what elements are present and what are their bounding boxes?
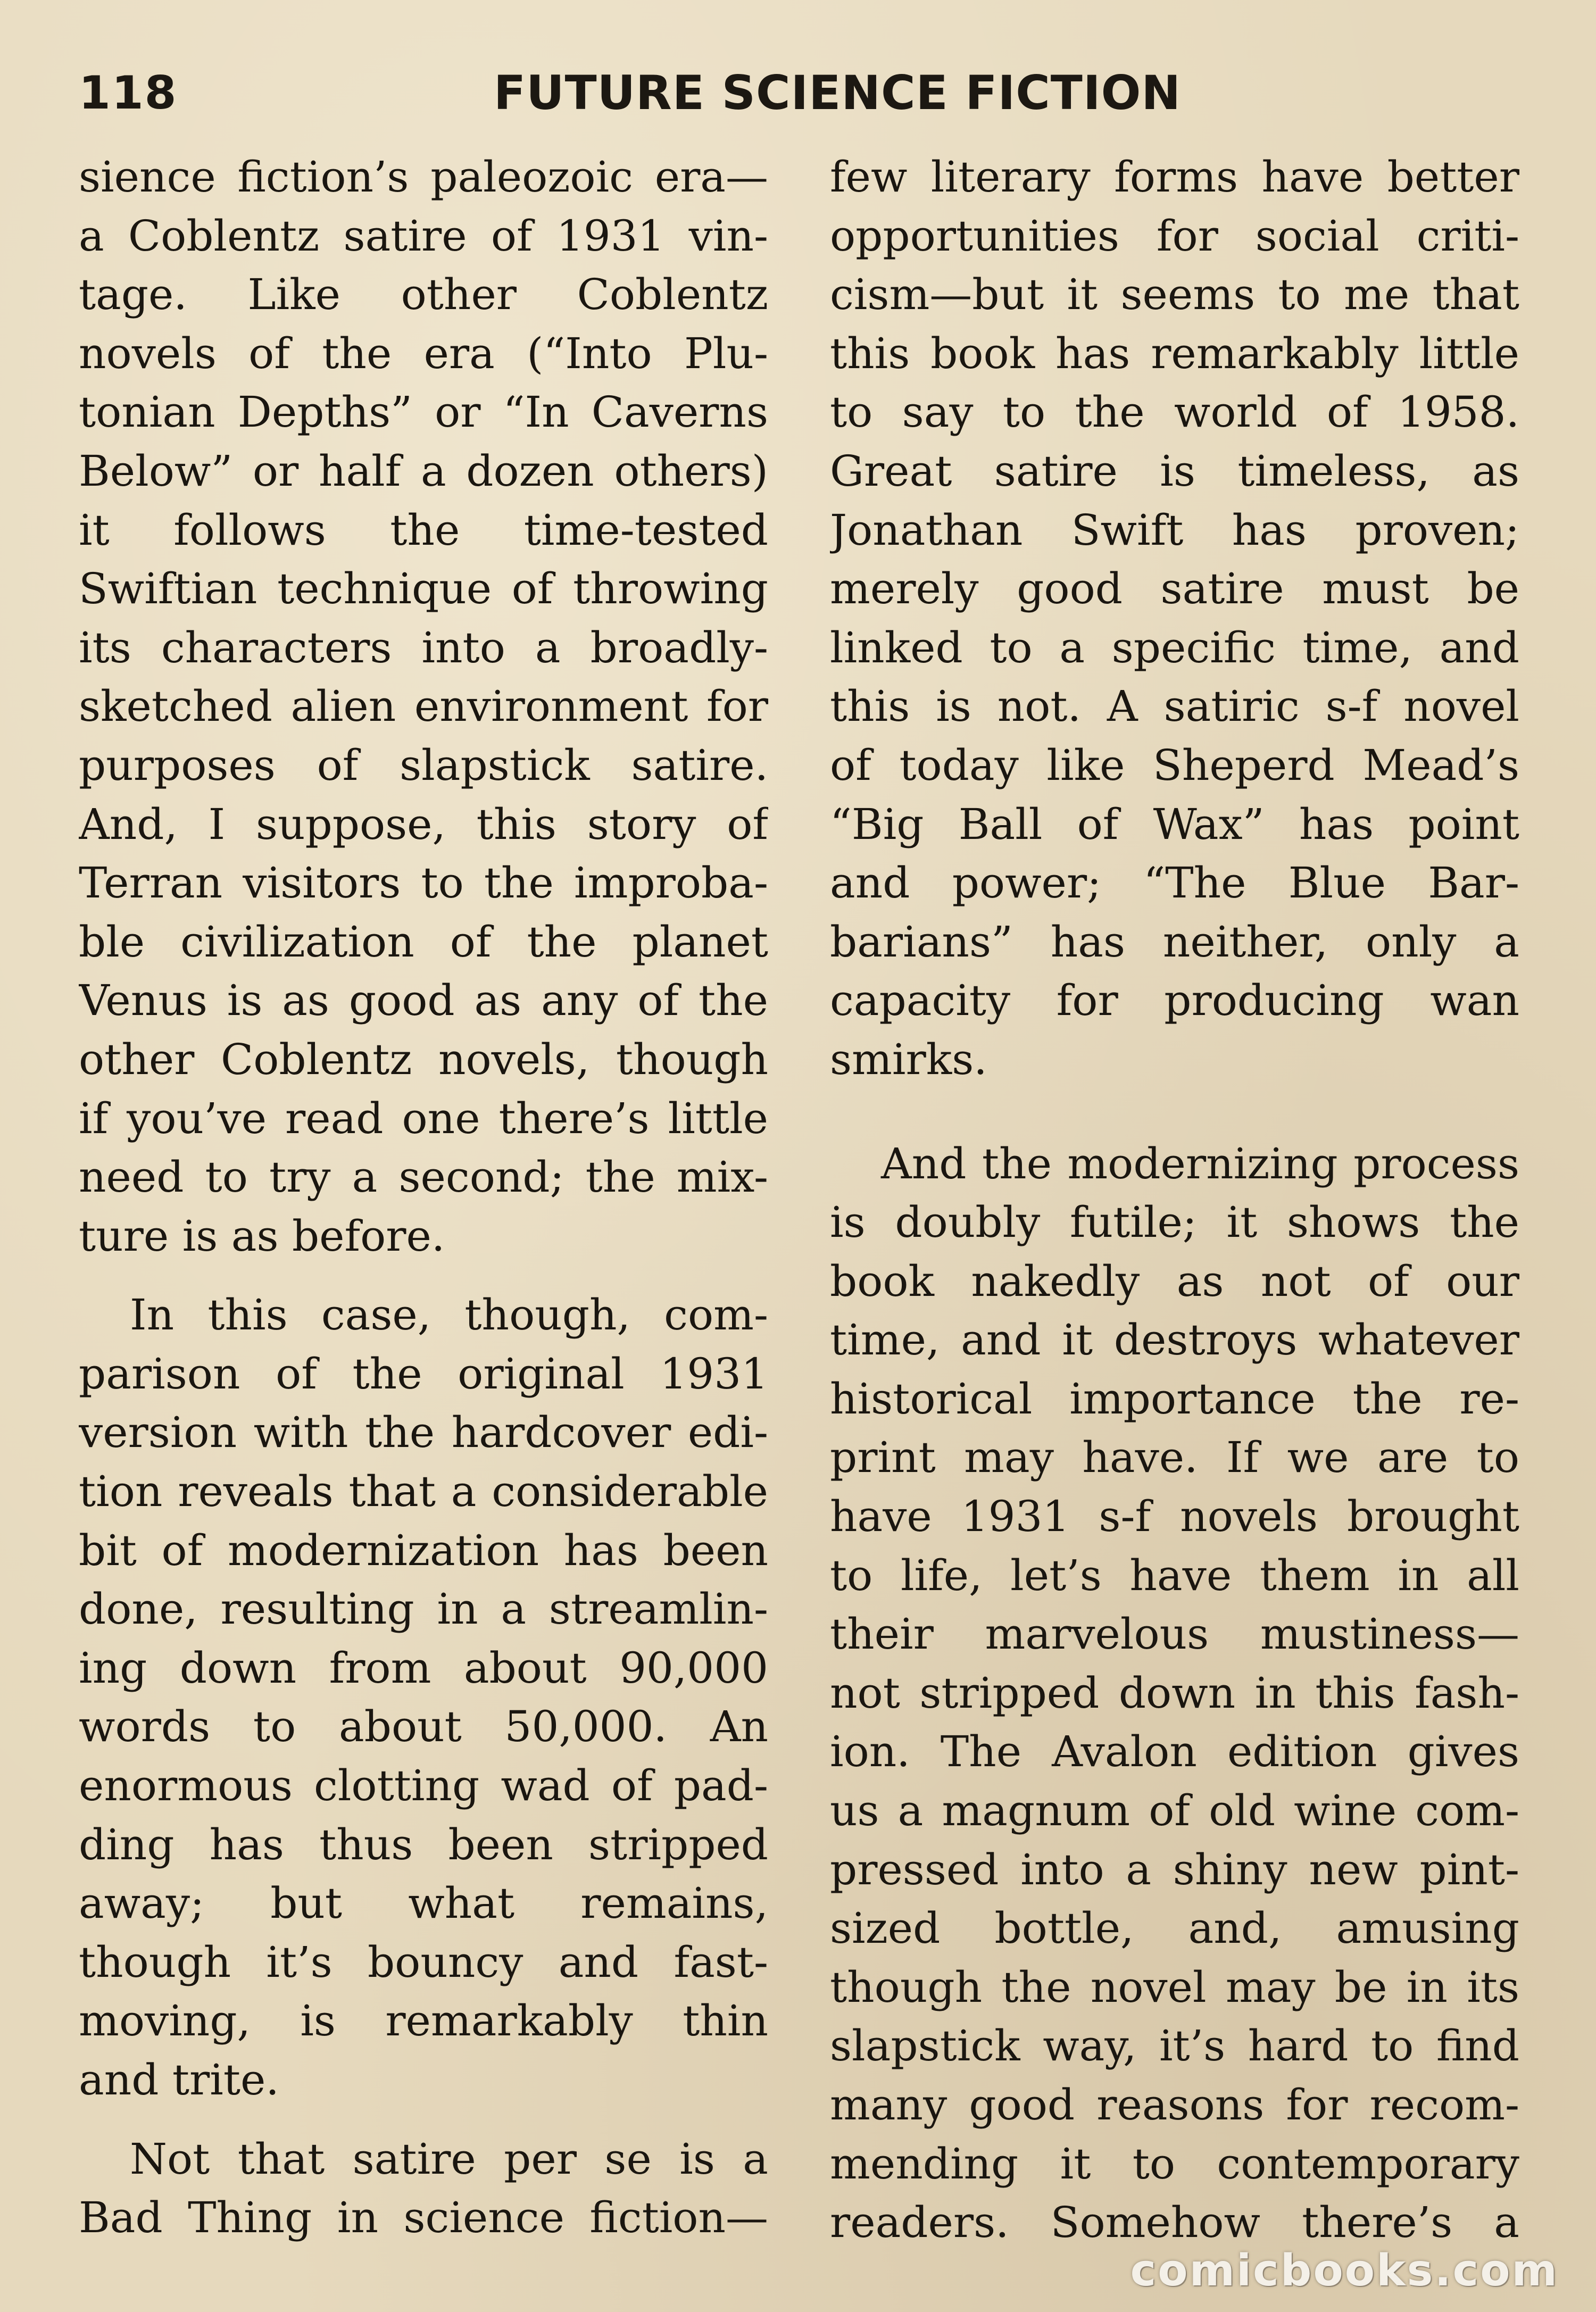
left-paragraph-1: [79, 148, 768, 1266]
text-line: away; but what remains,: [79, 1878, 768, 1928]
text-line: novels of the era (“Into Plu-: [79, 328, 768, 378]
right-paragraph-2: [830, 1135, 1519, 2252]
text-line: other Coblentz novels, though: [79, 1034, 768, 1084]
text-line: cism—but it seems to me that: [830, 270, 1519, 320]
text-line: book nakedly as not of our: [830, 1256, 1519, 1306]
text-line: sketched alien environment for: [79, 681, 768, 731]
text-line: historical importance the re-: [830, 1374, 1519, 1424]
text-line: “Big Ball of Wax” has point: [830, 799, 1519, 849]
left-paragraph-3: [79, 2130, 768, 2248]
text-line: And, I suppose, this story of: [79, 799, 768, 849]
text-line: Jonathan Swift has proven;: [830, 505, 1519, 555]
text-line: Great satire is timeless, as: [830, 446, 1519, 496]
text-line: print may have. If we are to: [830, 1433, 1519, 1483]
text-line: words to about 50,000. An: [79, 1702, 768, 1752]
text-line: sized bottle, and, amusing: [830, 1903, 1519, 1953]
text-line: and trite.: [79, 2055, 279, 2105]
text-line: need to try a second; the mix-: [79, 1152, 768, 1202]
text-line: though it’s bouncy and fast-: [79, 1937, 768, 1987]
text-line: of today like Sheperd Mead’s: [830, 740, 1519, 790]
text-line: ding has thus been stripped: [79, 1819, 768, 1869]
text-line: Swiftian technique of throwing: [79, 564, 768, 614]
text-line: linked to a specific time, and: [830, 622, 1519, 672]
text-line: Below” or half a dozen others): [79, 446, 768, 496]
text-line: tage. Like other Coblentz: [79, 270, 768, 320]
text-line: enormous clotting wad of pad-: [79, 1761, 768, 1811]
text-line: though the novel may be in its: [830, 1962, 1519, 2012]
text-line: and power; “The Blue Bar-: [830, 858, 1519, 908]
text-line: And the modernizing process: [881, 1138, 1519, 1188]
magazine-title: FUTURE SCIENCE FICTION: [494, 65, 1182, 120]
text-line: Not that satire per se is a: [130, 2134, 768, 2184]
text-line: In this case, though, com-: [130, 1290, 768, 1340]
text-line: us a magnum of old wine com-: [830, 1786, 1519, 1836]
text-line: its characters into a broadly-: [79, 622, 768, 672]
text-line: many good reasons for recom-: [830, 2080, 1519, 2130]
text-line: moving, is remarkably thin: [79, 1996, 768, 2046]
text-line: have 1931 s-f novels brought: [830, 1492, 1519, 1542]
text-line: purposes of slapstick satire.: [79, 740, 768, 790]
text-line: Bad Thing in science fiction—: [79, 2193, 768, 2243]
text-line: if you’ve read one there’s little: [79, 1093, 768, 1143]
running-head: [79, 64, 1515, 122]
text-line: ble civilization of the planet: [79, 917, 768, 967]
text-line: opportunities for social criti-: [830, 211, 1519, 261]
text-line: smirks.: [830, 1034, 987, 1084]
text-line: ion. The Avalon edition gives: [830, 1727, 1519, 1777]
text-line: readers. Somehow there’s a: [830, 2198, 1519, 2248]
source-watermark: comicbooks.com: [1130, 2246, 1559, 2296]
text-line: this is not. A satiric s-f novel: [830, 681, 1519, 731]
left-paragraph-2: [79, 1286, 768, 2109]
text-line: mending it to contemporary: [830, 2139, 1519, 2189]
text-line: bit of modernization has been: [79, 1525, 768, 1575]
text-line: to life, let’s have them in all: [830, 1550, 1519, 1600]
text-line: sience fiction’s paleozoic era—: [79, 152, 768, 202]
text-line: not stripped down in this fash-: [830, 1668, 1519, 1718]
text-line: ture is as before.: [79, 1211, 445, 1261]
left-column: [79, 148, 768, 2248]
text-line: their marvelous mustiness—: [830, 1609, 1519, 1659]
page-number: 118: [79, 66, 178, 120]
text-line: Terran visitors to the improba-: [79, 858, 768, 908]
text-line: it follows the time-tested: [79, 505, 768, 555]
text-line: tion reveals that a considerable: [79, 1467, 768, 1517]
text-line: capacity for producing wan: [830, 976, 1519, 1026]
text-line: done, resulting in a streamlin-: [79, 1584, 768, 1634]
text-line: merely good satire must be: [830, 564, 1519, 614]
text-line: to say to the world of 1958.: [830, 387, 1519, 437]
text-line: pressed into a shiny new pint-: [830, 1844, 1519, 1894]
text-line: ing down from about 90,000: [79, 1643, 768, 1693]
text-line: Venus is as good as any of the: [79, 976, 768, 1026]
text-line: barians” has neither, only a: [830, 917, 1519, 967]
text-line: version with the hardcover edi-: [79, 1408, 768, 1458]
text-line: slapstick way, it’s hard to find: [830, 2021, 1519, 2071]
text-line: parison of the original 1931: [79, 1349, 768, 1399]
right-paragraph-1: [830, 148, 1519, 1090]
text-line: time, and it destroys whatever: [830, 1315, 1519, 1365]
text-line: a Coblentz satire of 1931 vin-: [79, 211, 768, 261]
text-line: tonian Depths” or “In Caverns: [79, 387, 768, 437]
right-column: [830, 148, 1519, 2252]
text-line: few literary forms have better: [830, 152, 1519, 202]
text-line: is doubly futile; it shows the: [830, 1197, 1519, 1248]
text-line: this book has remarkably little: [830, 328, 1519, 378]
